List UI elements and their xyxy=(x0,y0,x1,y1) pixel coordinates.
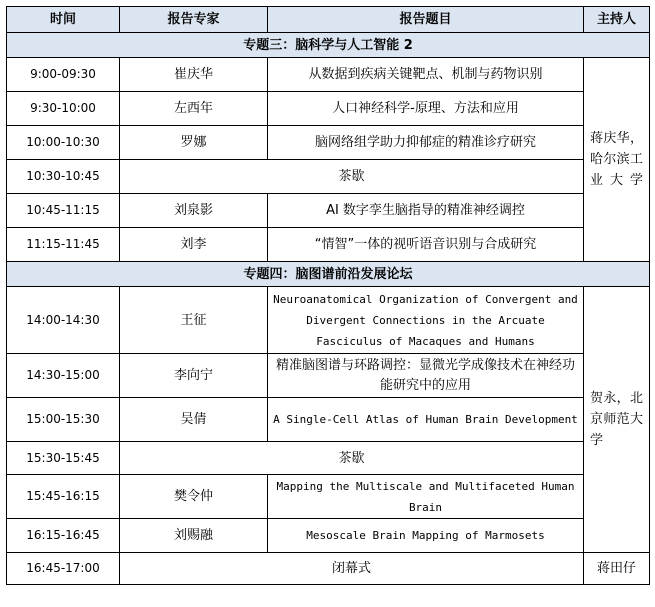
header-time: 时间 xyxy=(7,7,120,33)
section4-host: 贺永，北京师范大学 xyxy=(584,287,650,553)
table-row xyxy=(7,287,650,354)
time-cell: 10:00-10:30 xyxy=(7,126,120,160)
topic-cell: 闭幕式 xyxy=(120,553,584,585)
table-row xyxy=(7,194,650,228)
topic-cell: Mesoscale Brain Mapping of Marmosets xyxy=(268,519,584,553)
topic-cell: 脑网络组学助力抑郁症的精准诊疗研究 xyxy=(268,126,584,160)
topic-cell: 茶歇 xyxy=(120,442,584,475)
topic-cell: AI 数字孪生脑指导的精准神经调控 xyxy=(268,194,584,228)
time-cell: 9:30-10:00 xyxy=(7,92,120,126)
table-row xyxy=(7,398,650,442)
time-cell: 15:00-15:30 xyxy=(7,398,120,442)
section4-title: 专题四：脑图谱前沿发展论坛 xyxy=(7,262,650,287)
speaker-cell: 王征 xyxy=(120,287,268,354)
section3-title-row xyxy=(7,33,650,58)
table-row xyxy=(7,58,650,92)
schedule-table xyxy=(6,6,650,585)
time-cell: 14:00-14:30 xyxy=(7,287,120,354)
speaker-cell: 刘李 xyxy=(120,228,268,262)
topic-cell: 人口神经科学-原理、方法和应用 xyxy=(268,92,584,126)
header-row xyxy=(7,7,650,33)
table-row xyxy=(7,519,650,553)
table-row xyxy=(7,160,650,194)
topic-cell: 精准脑图谱与环路调控：显微光学成像技术在神经功能研究中的应用 xyxy=(268,354,584,398)
time-cell: 11:15-11:45 xyxy=(7,228,120,262)
time-cell: 14:30-15:00 xyxy=(7,354,120,398)
table-row xyxy=(7,475,650,519)
time-cell: 15:45-16:15 xyxy=(7,475,120,519)
time-cell: 10:30-10:45 xyxy=(7,160,120,194)
time-cell: 15:30-15:45 xyxy=(7,442,120,475)
table-row xyxy=(7,92,650,126)
topic-cell: 从数据到疾病关键靶点、机制与药物识别 xyxy=(268,58,584,92)
time-cell: 10:45-11:15 xyxy=(7,194,120,228)
topic-cell: Mapping the Multiscale and Multifaceted Human Brain xyxy=(268,475,584,519)
closing-row xyxy=(7,553,650,585)
speaker-cell: 刘赐融 xyxy=(120,519,268,553)
speaker-cell: 左西年 xyxy=(120,92,268,126)
time-cell: 16:15-16:45 xyxy=(7,519,120,553)
speaker-cell: 樊令仲 xyxy=(120,475,268,519)
speaker-cell: 罗娜 xyxy=(120,126,268,160)
time-cell: 16:45-17:00 xyxy=(7,553,120,585)
table-row xyxy=(7,228,650,262)
header-host: 主持人 xyxy=(584,7,650,33)
speaker-cell: 刘泉影 xyxy=(120,194,268,228)
section3-title: 专题三：脑科学与人工智能 2 xyxy=(7,33,650,58)
topic-cell: “情智”一体的视听语音识别与合成研究 xyxy=(268,228,584,262)
section4-title-row xyxy=(7,262,650,287)
topic-cell: A Single-Cell Atlas of Human Brain Development xyxy=(268,398,584,442)
speaker-cell: 崔庆华 xyxy=(120,58,268,92)
header-topic: 报告题目 xyxy=(268,7,584,33)
time-cell: 9:00-09:30 xyxy=(7,58,120,92)
section3-host: 蒋庆华，哈尔滨工业大学 xyxy=(584,58,650,262)
table-row xyxy=(7,354,650,398)
table-row xyxy=(7,126,650,160)
closing-host: 蒋田仔 xyxy=(584,553,650,585)
speaker-cell: 吴倩 xyxy=(120,398,268,442)
topic-cell: 茶歇 xyxy=(120,160,584,194)
header-speaker: 报告专家 xyxy=(120,7,268,33)
table-row xyxy=(7,442,650,475)
topic-cell: Neuroanatomical Organization of Convergent and Divergent Connections in the Arcuate Fasciculus of Macaques and Humans xyxy=(268,287,584,354)
speaker-cell: 李向宁 xyxy=(120,354,268,398)
